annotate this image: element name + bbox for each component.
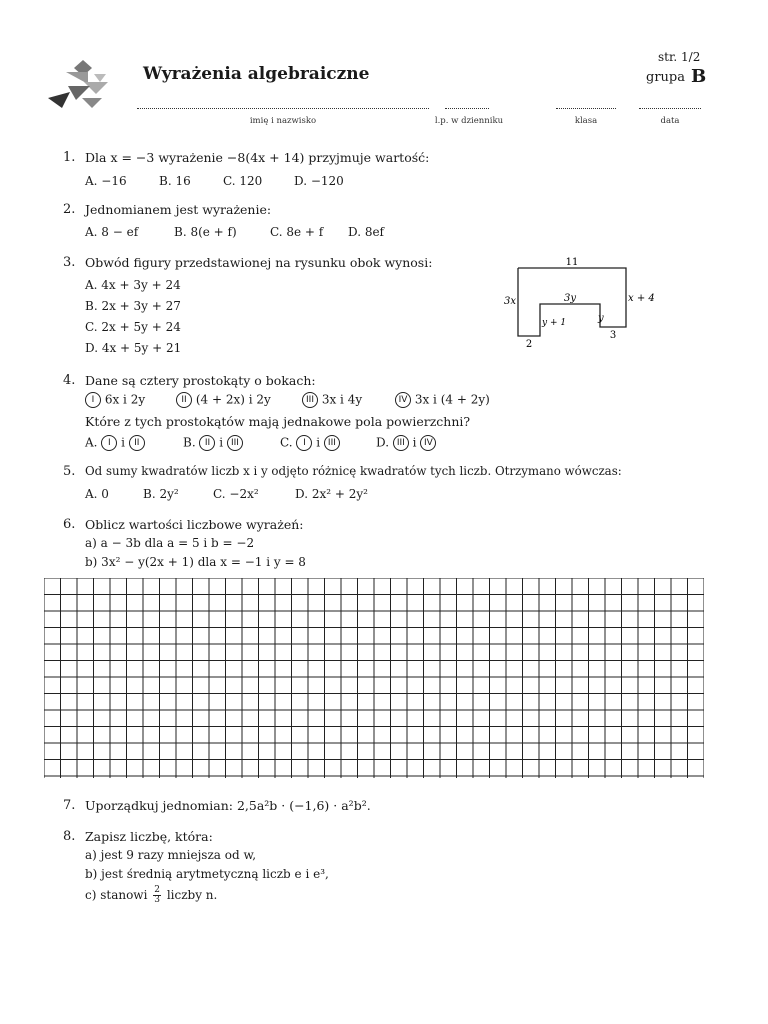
- question-7-text: Uporządkuj jednomian: 2,5a²b · (−1,6) · a²b².: [85, 798, 371, 813]
- question-4-number: 4.: [63, 373, 76, 388]
- conjunction: i: [121, 435, 125, 450]
- option-label: A.: [85, 435, 98, 450]
- question-4-rect-2: [176, 392, 271, 408]
- question-1-option-d[interactable]: D. −120: [294, 174, 344, 188]
- name-field-label: imię i nazwisko: [249, 116, 317, 126]
- tangram-logo: [46, 58, 112, 112]
- rect-sides: 3x i (4 + 2y): [414, 392, 490, 407]
- question-3-option-d[interactable]: D. 4x + 5y + 21: [85, 341, 182, 355]
- fraction-denominator: 3: [154, 895, 160, 905]
- question-5-number: 5.: [63, 464, 76, 479]
- roman-numeral-circle: I: [85, 392, 101, 408]
- question-4-option-b[interactable]: [183, 435, 243, 451]
- question-1-number: 1.: [63, 150, 76, 165]
- page-number: str. 1/2: [658, 50, 701, 64]
- question-2-number: 2.: [63, 202, 76, 217]
- roman-numeral-circle: III: [324, 435, 340, 451]
- question-3-option-c[interactable]: C. 2x + 5y + 24: [85, 320, 181, 334]
- class-field-label: klasa: [574, 116, 598, 126]
- question-6-text: Oblicz wartości liczbowe wyrażeń:: [85, 517, 304, 532]
- question-5-option-c[interactable]: C. −2x²: [213, 487, 259, 501]
- question-4-option-c[interactable]: [280, 435, 340, 451]
- question-5-text: Od sumy kwadratów liczb x i y odjęto różnicę kwadratów tych liczb. Otrzymano wówczas:: [85, 464, 622, 478]
- conjunction: i: [412, 435, 417, 450]
- number-field-label: l.p. w dzienniku: [434, 116, 504, 126]
- question-3-option-a[interactable]: A. 4x + 3y + 24: [85, 278, 181, 292]
- question-8-part-c: [85, 886, 217, 905]
- name-field-line[interactable]: [137, 108, 429, 109]
- question-1-text: Dla x = −3 wyrażenie −8(4x + 14) przyjmuje wartość:: [85, 150, 430, 165]
- question-6-number: 6.: [63, 517, 76, 532]
- option-label: B.: [183, 435, 196, 450]
- answer-grid[interactable]: [44, 578, 704, 778]
- option-label: C.: [280, 435, 293, 450]
- roman-numeral-circle: III: [302, 392, 318, 408]
- roman-numeral-circle: III: [227, 435, 243, 451]
- question-6-part-b: b) 3x² − y(2x + 1) dla x = −1 i y = 8: [85, 555, 306, 569]
- figure-label-bottom-right: 3: [609, 330, 617, 341]
- question-3-figure: [496, 252, 666, 356]
- question-4-rect-3: [302, 392, 362, 408]
- part-c-suffix: liczby n.: [166, 888, 218, 902]
- roman-numeral-circle: II: [129, 435, 145, 451]
- question-2-option-b[interactable]: B. 8(e + f): [174, 225, 237, 239]
- figure-label-inner-top: 3y: [563, 293, 577, 304]
- question-5-option-d[interactable]: D. 2x² + 2y²: [295, 487, 368, 501]
- question-8-number: 8.: [63, 829, 76, 844]
- group-value: B: [691, 66, 707, 87]
- option-label: D.: [376, 435, 390, 450]
- roman-numeral-circle: IV: [420, 435, 436, 451]
- figure-label-inner-right: y: [598, 313, 604, 324]
- question-3-number: 3.: [63, 255, 76, 270]
- question-8-part-b: b) jest średnią arytmetyczną liczb e i e³,: [85, 867, 329, 881]
- worksheet-title: Wyrażenia algebraiczne: [143, 64, 370, 84]
- question-4-subquestion: Które z tych prostokątów mają jednakowe pola powierzchni?: [85, 414, 471, 429]
- question-7-number: 7.: [63, 798, 76, 813]
- figure-label-top: 11: [565, 257, 579, 268]
- date-field-line[interactable]: [639, 108, 701, 109]
- question-8-part-a: a) jest 9 razy mniejsza od w,: [85, 848, 257, 862]
- rect-sides: 3x i 4y: [321, 392, 363, 407]
- question-5-option-b[interactable]: B. 2y²: [143, 487, 179, 501]
- roman-numeral-circle: I: [101, 435, 117, 451]
- question-1-option-b[interactable]: B. 16: [159, 174, 191, 188]
- figure-label-bottom-left: 2: [525, 339, 533, 350]
- rect-sides: 6x i 2y: [104, 392, 146, 407]
- number-field-line[interactable]: [445, 108, 489, 109]
- conjunction: i: [219, 435, 224, 450]
- question-5-option-a[interactable]: A. 0: [85, 487, 109, 501]
- conjunction: i: [316, 435, 321, 450]
- question-2-option-c[interactable]: C. 8e + f: [270, 225, 324, 239]
- question-4-rect-1: [85, 392, 145, 408]
- fraction: [153, 886, 161, 905]
- question-2-option-d[interactable]: D. 8ef: [348, 225, 384, 239]
- roman-numeral-circle: II: [176, 392, 192, 408]
- roman-numeral-circle: III: [393, 435, 409, 451]
- figure-label-right: x + 4: [628, 293, 655, 304]
- fraction-numerator: 2: [154, 885, 160, 895]
- question-4-rect-4: [395, 392, 490, 408]
- question-2-text: Jednomianem jest wyrażenie:: [85, 202, 272, 217]
- question-4-text: Dane są cztery prostokąty o bokach:: [85, 373, 316, 388]
- question-6-part-a: a) a − 3b dla a = 5 i b = −2: [85, 536, 255, 550]
- figure-label-inner-left: y + 1: [542, 318, 567, 328]
- question-3-option-b[interactable]: B. 2x + 3y + 27: [85, 299, 181, 313]
- question-4-option-d[interactable]: [376, 435, 436, 451]
- question-4-option-a[interactable]: [85, 435, 145, 451]
- roman-numeral-circle: I: [296, 435, 312, 451]
- question-3-text: Obwód figury przedstawionej na rysunku obok wynosi:: [85, 255, 433, 270]
- group-label: grupa: [646, 70, 685, 85]
- part-c-prefix: c) stanowi: [85, 888, 148, 902]
- class-field-line[interactable]: [556, 108, 616, 109]
- roman-numeral-circle: IV: [395, 392, 411, 408]
- question-8-text: Zapisz liczbę, która:: [85, 829, 213, 844]
- question-1-option-c[interactable]: C. 120: [223, 174, 263, 188]
- question-2-option-a[interactable]: A. 8 − ef: [85, 225, 139, 239]
- figure-label-left: 3x: [504, 296, 517, 307]
- question-1-option-a[interactable]: A. −16: [85, 174, 127, 188]
- date-field-label: data: [660, 116, 680, 126]
- roman-numeral-circle: II: [199, 435, 215, 451]
- rect-sides: (4 + 2x) i 2y: [195, 392, 271, 407]
